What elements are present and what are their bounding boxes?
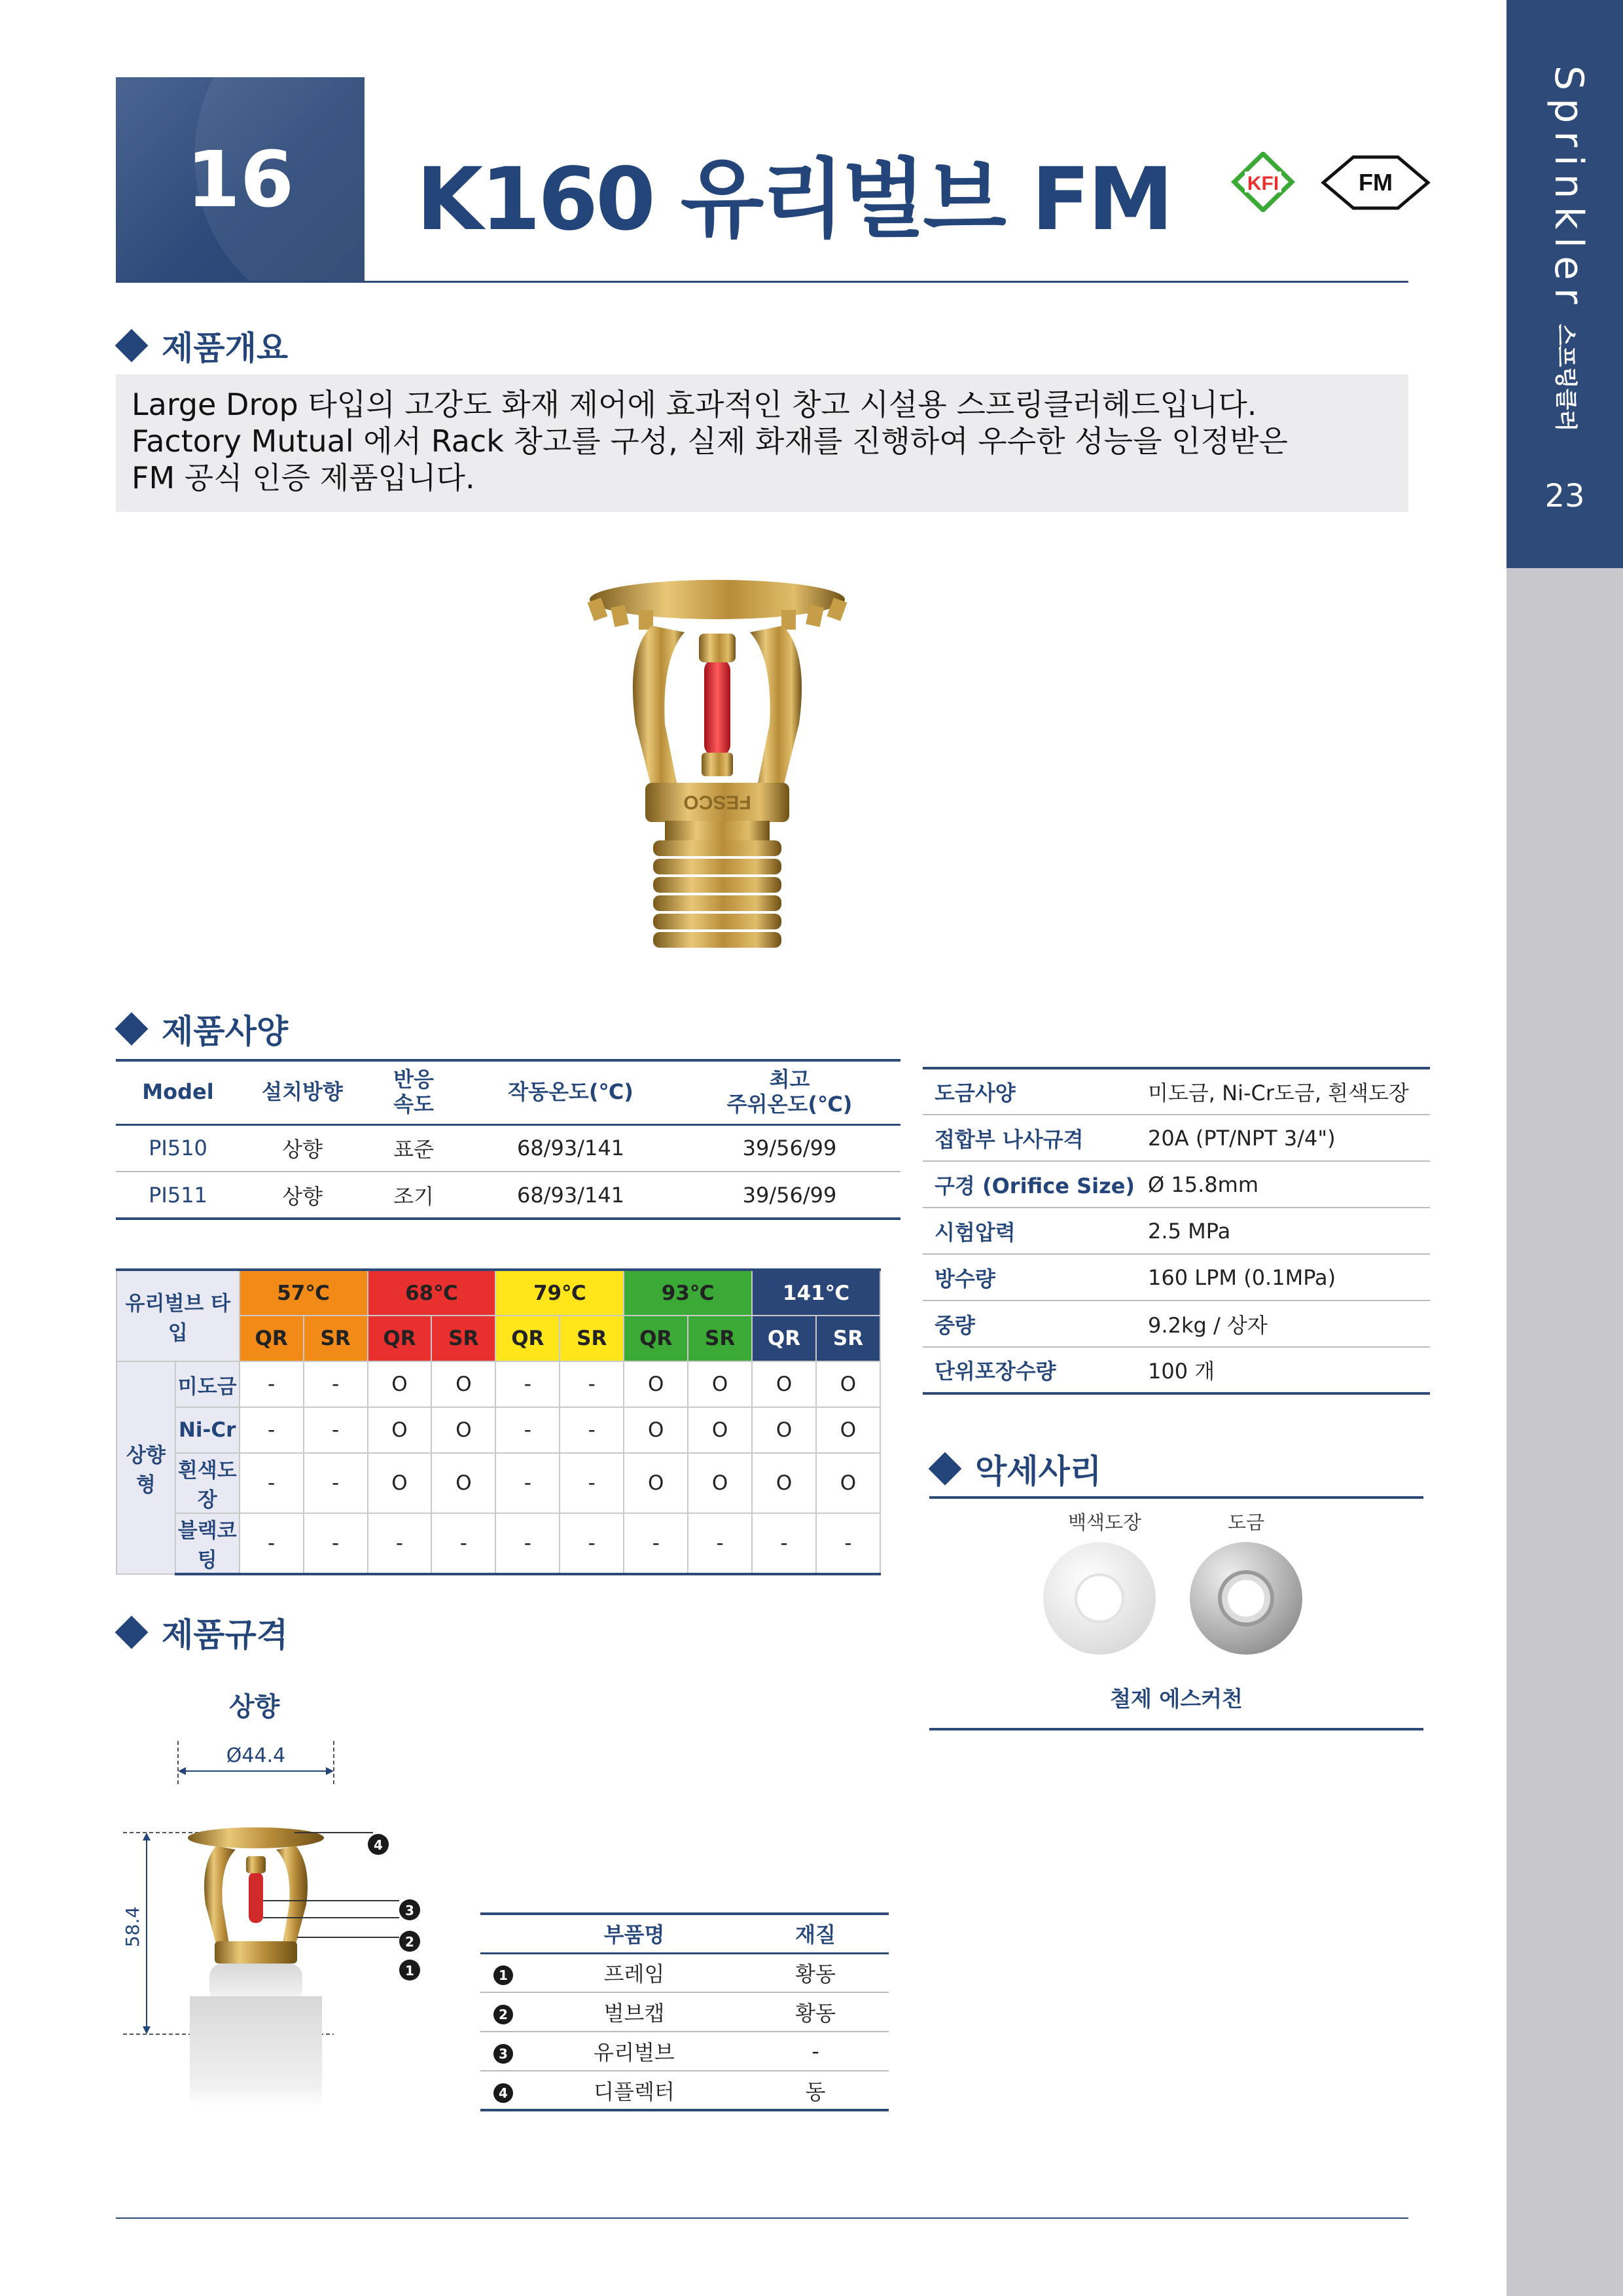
bulb-cell: - — [495, 1361, 560, 1407]
side-vertical-title — [1533, 65, 1598, 458]
table-row — [923, 1068, 1430, 1115]
part-name: 디플렉터 — [526, 2071, 742, 2110]
bulb-cell: O — [816, 1361, 880, 1407]
spec-model: PI511 — [116, 1172, 240, 1219]
bulb-temp-68: 68℃ — [368, 1270, 496, 1316]
bulb-group-label-2: 형 — [135, 1473, 156, 1497]
footer-divider — [116, 2217, 1408, 2219]
part-number-badge: 4 — [493, 2083, 513, 2103]
bulb-cell: O — [688, 1407, 752, 1453]
part-number-badge: 3 — [493, 2044, 513, 2064]
bulb-cell: - — [304, 1513, 368, 1574]
parts-col-material: 재질 — [742, 1914, 889, 1953]
bulb-row-label: 블랙코팅 — [175, 1513, 240, 1574]
part-name: 프레임 — [526, 1953, 742, 1992]
bulb-table-corner: 유리벌브 타입 — [116, 1270, 240, 1361]
parts-col-no — [480, 1914, 526, 1953]
bulb-temp-57: 57℃ — [240, 1270, 368, 1316]
table-row — [923, 1254, 1430, 1300]
spec-col-temp: 작동온도(℃) — [463, 1060, 679, 1124]
bulb-cell: - — [560, 1453, 624, 1513]
bulb-cell: O — [816, 1453, 880, 1513]
spec-ambient: 39/56/99 — [679, 1172, 901, 1219]
attr-key: 시험압력 — [923, 1208, 1135, 1254]
overview-line: FM 공식 인증 제품입니다. — [132, 460, 475, 495]
bulb-cell: O — [431, 1453, 495, 1513]
part-material: 황동 — [742, 1992, 889, 2032]
table-row — [923, 1300, 1430, 1347]
plated-escutcheon-image — [1187, 1539, 1305, 1657]
accessories-heading-text: 악세사리 — [975, 1452, 1102, 1490]
overview-line: Factory Mutual 에서 Rack 창고를 구성, 실제 화재를 진행하여 우수한 성능을 인정받은 — [132, 423, 1288, 459]
attr-key: 방수량 — [923, 1254, 1135, 1300]
table-row — [116, 1407, 880, 1453]
spec-col-model: Model — [116, 1060, 240, 1124]
sprinkler-head-image — [573, 573, 861, 966]
fm-logo — [1321, 154, 1431, 211]
bulb-sub-sr: SR — [560, 1316, 624, 1361]
bulb-cell: O — [624, 1361, 688, 1407]
callout-1: 1 — [405, 1963, 414, 1979]
bulb-cell: - — [752, 1513, 816, 1574]
bulb-cell: O — [752, 1453, 816, 1513]
overview-heading — [116, 322, 288, 369]
bulb-cell: - — [240, 1407, 304, 1453]
bulb-group-label — [116, 1361, 175, 1574]
attribute-table — [923, 1067, 1430, 1395]
part-material: 동 — [742, 2071, 889, 2110]
bulb-cell: O — [752, 1361, 816, 1407]
kfi-logo — [1230, 152, 1296, 212]
bulb-cell: - — [304, 1453, 368, 1513]
spec-col-ambient-2: 주위온도(℃) — [726, 1092, 853, 1117]
diamond-bullet-icon — [115, 1616, 149, 1649]
spec-direction: 상향 — [240, 1124, 365, 1172]
bulb-cell: - — [495, 1453, 560, 1513]
bulb-cell: O — [816, 1407, 880, 1453]
fesco-engraving: FESCO — [683, 791, 751, 813]
spec-table — [116, 1060, 901, 1220]
attr-value: 160 LPM (0.1MPa) — [1135, 1254, 1430, 1300]
page-title: K160 유리벌브 FM — [416, 149, 1171, 250]
table-row — [116, 1124, 901, 1172]
table-row — [923, 1208, 1430, 1254]
part-material: 황동 — [742, 1953, 889, 1992]
spec-direction: 상향 — [240, 1172, 365, 1219]
accessory-label-white: 백색도장 — [1068, 1511, 1142, 1534]
overview-heading-text: 제품개요 — [162, 329, 289, 367]
bulb-sub-qr: QR — [240, 1316, 304, 1361]
bulb-cell: - — [240, 1361, 304, 1407]
spec-ambient: 39/56/99 — [679, 1124, 901, 1172]
bulb-temp-79: 79℃ — [495, 1270, 624, 1316]
spec-col-speed-2: 속도 — [393, 1092, 434, 1117]
diamond-bullet-icon — [115, 1013, 149, 1046]
diamond-bullet-icon — [929, 1452, 962, 1486]
spec-col-direction: 설치방향 — [240, 1060, 365, 1124]
overview-line: Large Drop 타입의 고강도 화재 제어에 효과적인 창고 시설용 스프링클러헤드입니다. — [132, 387, 1257, 422]
bulb-cell: O — [431, 1407, 495, 1453]
dimensions-heading-text: 제품규격 — [162, 1616, 289, 1654]
bulb-cell: O — [368, 1453, 432, 1513]
part-number-badge: 1 — [493, 1965, 513, 1985]
callout-2: 2 — [405, 1934, 414, 1950]
parts-table — [480, 1912, 889, 2111]
spec-speed: 조기 — [365, 1172, 463, 1219]
attr-key: 접합부 나사규격 — [923, 1115, 1135, 1161]
attr-value: 100 개 — [1135, 1347, 1430, 1393]
table-row — [480, 2071, 889, 2110]
spec-col-speed — [365, 1060, 463, 1124]
spec-col-speed-1: 반응 — [393, 1067, 434, 1092]
bulb-cell: - — [560, 1513, 624, 1574]
attr-value: 미도금, Ni-Cr도금, 흰색도장 — [1135, 1068, 1430, 1115]
bulb-cell: - — [304, 1407, 368, 1453]
bulb-group-label-1: 상향 — [126, 1443, 166, 1467]
spec-speed: 표준 — [365, 1124, 463, 1172]
spec-col-ambient-1: 최고 — [769, 1067, 810, 1092]
accessories-bottom-rule — [929, 1728, 1423, 1731]
attr-key: 단위포장수량 — [923, 1347, 1135, 1393]
spec-col-ambient — [679, 1060, 901, 1124]
page-number: 23 — [1544, 478, 1585, 514]
bulb-cell: - — [495, 1407, 560, 1453]
attr-key: 구경 (Orifice Size) — [923, 1161, 1135, 1208]
table-row — [116, 1172, 901, 1219]
fm-logo-text: FM — [1359, 169, 1393, 196]
bulb-sub-qr: QR — [368, 1316, 432, 1361]
bulb-row-label: 흰색도장 — [175, 1453, 240, 1513]
section-number-box — [116, 77, 365, 281]
kfi-logo-text: KFI — [1247, 173, 1279, 194]
spec-temp: 68/93/141 — [463, 1172, 679, 1219]
attr-value: 20A (PT/NPT 3/4") — [1135, 1115, 1430, 1161]
bulb-temp-93: 93℃ — [624, 1270, 752, 1316]
bulb-cell: - — [688, 1513, 752, 1574]
callout-3: 3 — [405, 1903, 414, 1918]
bulb-sub-sr: SR — [688, 1316, 752, 1361]
callout-4: 4 — [374, 1837, 383, 1853]
bulb-cell: O — [624, 1453, 688, 1513]
bulb-row-label: Ni-Cr — [175, 1407, 240, 1453]
table-row — [923, 1161, 1430, 1208]
part-name: 유리벌브 — [526, 2032, 742, 2071]
bulb-cell: - — [560, 1361, 624, 1407]
table-row — [480, 1953, 889, 1992]
part-material: - — [742, 2032, 889, 2071]
table-row — [480, 1992, 889, 2032]
height-dimension: 58.4 — [122, 1906, 143, 1948]
bulb-temp-141: 141℃ — [752, 1270, 880, 1316]
bulb-cell: O — [752, 1407, 816, 1453]
bulb-row-label: 미도금 — [175, 1361, 240, 1407]
accessories-top-rule — [929, 1496, 1423, 1499]
attr-value: Ø 15.8mm — [1135, 1161, 1430, 1208]
overview-box — [116, 374, 1408, 512]
table-row — [116, 1513, 880, 1574]
bulb-cell: - — [431, 1513, 495, 1574]
accessory-caption: 철제 에스커천 — [1110, 1686, 1243, 1712]
bulb-cell: - — [240, 1453, 304, 1513]
table-row — [480, 2032, 889, 2071]
bulb-sub-qr: QR — [752, 1316, 816, 1361]
bulb-cell: - — [304, 1361, 368, 1407]
table-row — [923, 1115, 1430, 1161]
bulb-cell: - — [240, 1513, 304, 1574]
bulb-sub-sr: SR — [816, 1316, 880, 1361]
attr-key: 중량 — [923, 1300, 1135, 1347]
bulb-cell: O — [368, 1407, 432, 1453]
table-row — [116, 1361, 880, 1407]
attr-key: 도금사양 — [923, 1068, 1135, 1115]
bulb-cell: - — [495, 1513, 560, 1574]
table-row — [923, 1347, 1430, 1393]
bulb-cell: O — [368, 1361, 432, 1407]
accessory-label-plated: 도금 — [1228, 1511, 1265, 1534]
bulb-sub-sr: SR — [304, 1316, 368, 1361]
attr-value: 2.5 MPa — [1135, 1208, 1430, 1254]
spec-model: PI510 — [116, 1124, 240, 1172]
dimensions-heading — [116, 1609, 288, 1656]
spec-temp: 68/93/141 — [463, 1124, 679, 1172]
width-dimension: Ø44.4 — [226, 1744, 286, 1767]
bulb-cell: O — [688, 1453, 752, 1513]
part-number-badge: 2 — [493, 2005, 513, 2024]
bulb-cell: - — [368, 1513, 432, 1574]
bulb-cell: - — [624, 1513, 688, 1574]
accessories-heading — [929, 1445, 1101, 1492]
white-escutcheon-image — [1041, 1539, 1158, 1657]
bulb-cell: - — [816, 1513, 880, 1574]
bulb-type-table — [116, 1268, 881, 1575]
part-name: 벌브캡 — [526, 1992, 742, 2032]
side-title-korean: 스프링클러 — [1552, 324, 1578, 432]
bulb-cell: O — [688, 1361, 752, 1407]
bulb-sub-sr: SR — [431, 1316, 495, 1361]
bulb-sub-qr: QR — [624, 1316, 688, 1361]
dimension-drawing — [118, 1728, 445, 2108]
attr-value: 9.2kg / 상자 — [1135, 1300, 1430, 1347]
bulb-cell: O — [431, 1361, 495, 1407]
specs-heading-text: 제품사양 — [162, 1013, 289, 1050]
specs-heading — [116, 1005, 288, 1052]
side-title-english: Sprinkler — [1546, 65, 1592, 312]
section-number: 16 — [186, 134, 294, 224]
bulb-sub-qr: QR — [495, 1316, 560, 1361]
diamond-bullet-icon — [115, 329, 149, 363]
table-row — [116, 1453, 880, 1513]
bulb-cell: O — [624, 1407, 688, 1453]
orientation-label: 상향 — [229, 1692, 280, 1722]
parts-col-name: 부품명 — [526, 1914, 742, 1953]
bulb-cell: - — [560, 1407, 624, 1453]
